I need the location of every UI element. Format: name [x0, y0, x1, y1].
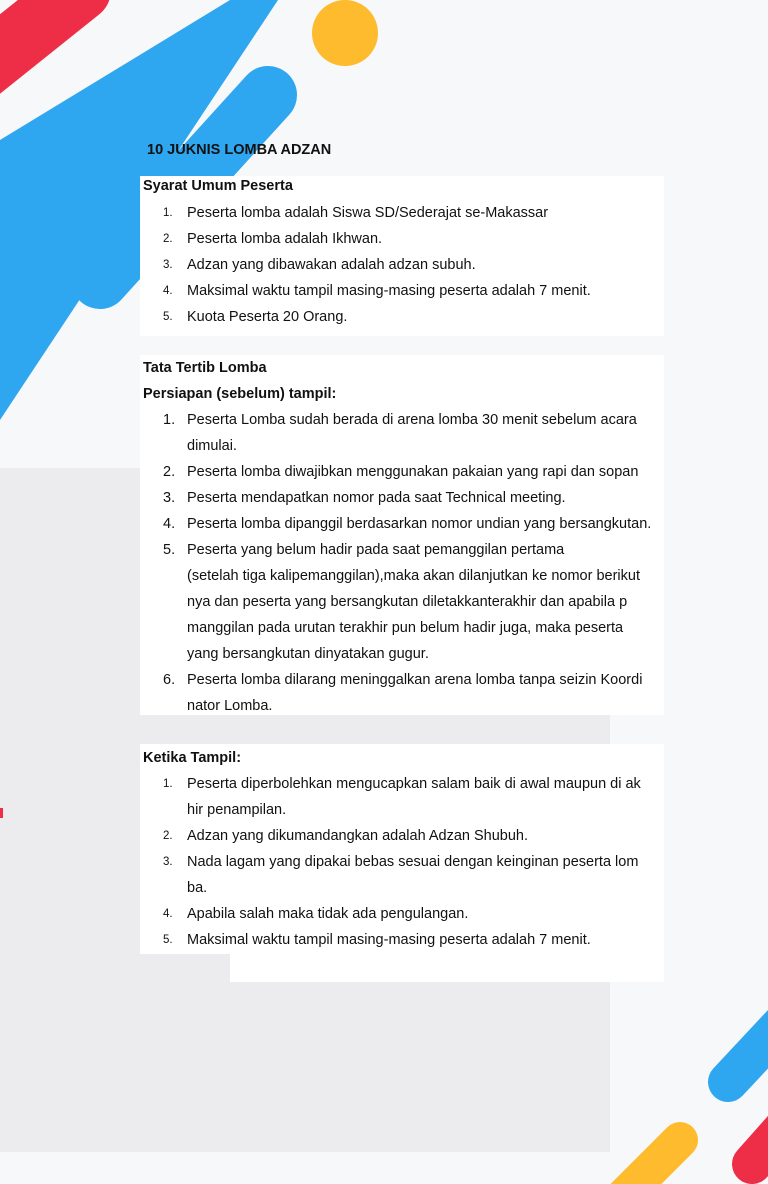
list-item-text: manggilan pada urutan terakhir pun belum hadir juga, maka peserta [187, 620, 624, 636]
list-item-text: Peserta mendapatkan nomor pada saat Technical meeting. [187, 490, 566, 506]
list-item-text: nya dan peserta yang bersangkutan diletakkanterakhir dan apabila p [187, 594, 628, 610]
list-item-number: 5. [163, 542, 176, 558]
list-item [143, 407, 673, 459]
list-item [143, 901, 673, 927]
list-item-text: Peserta lomba dilarang meninggalkan arena lomba tanpa seizin Koordi [187, 672, 643, 688]
tata-tertib-list [143, 407, 673, 719]
list-item [143, 537, 673, 667]
section-subheading-persiapan: Persiapan (sebelum) tampil: [143, 386, 337, 402]
list-item [143, 200, 633, 226]
list-item-text: Apabila salah maka tidak ada pengulangan. [187, 906, 469, 922]
list-item-number: 6. [163, 672, 176, 688]
list-item [143, 485, 673, 511]
list-item-text: nator Lomba. [187, 698, 273, 714]
list-item-number: 5. [163, 934, 173, 946]
list-item-text: Adzan yang dibawakan adalah adzan subuh. [187, 257, 476, 273]
list-item [143, 304, 633, 330]
list-item-text: yang bersangkutan dinyatakan gugur. [187, 646, 429, 662]
section-heading-tata-tertib: Tata Tertib Lomba [143, 360, 267, 376]
list-item-text: Peserta Lomba sudah berada di arena lomba 30 menit sebelum acara [187, 412, 637, 428]
list-item-text: ba. [187, 880, 208, 896]
list-item-text: Peserta lomba adalah Siswa SD/Sederajat se-Makassar [187, 205, 549, 221]
list-item-text: Maksimal waktu tampil masing-masing peserta adalah 7 menit. [187, 283, 591, 299]
list-item [143, 849, 673, 901]
list-item-text: Peserta yang belum hadir pada saat pemanggilan pertama [187, 542, 565, 558]
document-title: 10 JUKNIS LOMBA ADZAN [147, 142, 332, 158]
list-item [143, 927, 673, 953]
list-item-text: Maksimal waktu tampil masing-masing peserta adalah 7 menit. [187, 932, 591, 948]
list-item-text: Nada lagam yang dipakai bebas sesuai dengan keinginan peserta lom [187, 854, 639, 870]
list-item-number: 3. [163, 490, 176, 506]
list-item [143, 667, 673, 719]
ketika-list [143, 771, 673, 953]
section-heading-syarat: Syarat Umum Peserta [143, 178, 293, 194]
list-item-text: Adzan yang dikumandangkan adalah Adzan Shubuh. [187, 828, 529, 844]
list-item-text: dimulai. [187, 438, 237, 454]
list-item-number: 2. [163, 830, 173, 842]
list-item-text: hir penampilan. [187, 802, 287, 818]
list-item-text: (setelah tiga kalipemanggilan),maka akan dilanjutkan ke nomor berikut [187, 568, 640, 584]
list-item-text: Peserta diperbolehkan mengucapkan salam baik di awal maupun di ak [187, 776, 641, 792]
list-item-number: 2. [163, 464, 176, 480]
section-heading-ketika: Ketika Tampil: [143, 750, 242, 766]
list-item-number: 4. [163, 908, 173, 920]
list-item [143, 511, 673, 537]
list-item-number: 2. [163, 233, 173, 245]
list-item [143, 252, 633, 278]
list-item-number: 4. [163, 285, 173, 297]
list-item-number: 5. [163, 311, 173, 323]
list-item-text: Peserta lomba adalah Ikhwan. [187, 231, 383, 247]
list-item-text: Peserta lomba dipanggil berdasarkan nomor undian yang bersangkutan. [187, 516, 652, 532]
list-item [143, 226, 633, 252]
list-item-number: 1. [163, 207, 173, 219]
list-item [143, 823, 673, 849]
syarat-list [143, 200, 633, 330]
list-item-number: 4. [163, 516, 176, 532]
list-item [143, 278, 633, 304]
list-item-number: 3. [163, 856, 173, 868]
list-item-number: 3. [163, 259, 173, 271]
list-item [143, 459, 673, 485]
list-item-text: Kuota Peserta 20 Orang. [187, 309, 348, 325]
list-item [143, 771, 673, 823]
list-item-text: Peserta lomba diwajibkan menggunakan pakaian yang rapi dan sopan [187, 464, 639, 480]
list-item-number: 1. [163, 412, 176, 428]
list-item-number: 1. [163, 778, 173, 790]
